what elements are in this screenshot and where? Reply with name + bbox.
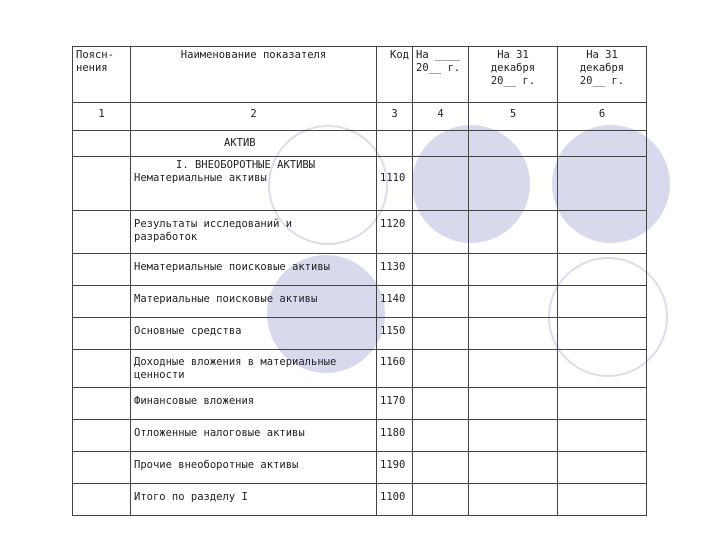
- header-date-3: На 31 декабря 20__ г.: [558, 47, 647, 103]
- balance-sheet-table: [72, 46, 647, 516]
- table-row: [73, 350, 647, 388]
- table-row: [73, 318, 647, 350]
- column-number: 5: [469, 103, 558, 131]
- row-code: 1160: [377, 350, 413, 388]
- row-code: 1150: [377, 318, 413, 350]
- table-row: [73, 286, 647, 318]
- subsection-title: I. ВНЕОБОРОТНЫЕ АКТИВЫ: [176, 159, 316, 171]
- column-number: 3: [377, 103, 413, 131]
- table-row: [73, 388, 647, 420]
- row-code: 1120: [377, 211, 413, 254]
- header-date-2: На 31 декабря 20__ г.: [469, 47, 558, 103]
- row-code: 1140: [377, 286, 413, 318]
- column-number: 6: [558, 103, 647, 131]
- row-code: 1110: [377, 157, 413, 211]
- table-row: [73, 211, 647, 254]
- row-name: Отложенные налоговые активы: [131, 420, 377, 452]
- column-number: 2: [131, 103, 377, 131]
- section-title: АКТИВ: [224, 137, 256, 149]
- row-code: 1130: [377, 254, 413, 286]
- row-name: Основные средства: [131, 318, 377, 350]
- row-code: 1190: [377, 452, 413, 484]
- header-indicator-name: Наименование показателя: [131, 47, 377, 103]
- table-row: [73, 420, 647, 452]
- row-code: 1170: [377, 388, 413, 420]
- column-number-row: [73, 103, 647, 131]
- column-number: 4: [413, 103, 469, 131]
- table-row: [73, 452, 647, 484]
- row-name: Нематериальные активы: [134, 172, 267, 184]
- table-row: [73, 254, 647, 286]
- column-number: 1: [73, 103, 131, 131]
- table-row: [73, 484, 647, 516]
- row-name: Нематериальные поисковые активы: [131, 254, 377, 286]
- row-code: 1100: [377, 484, 413, 516]
- row-name: Результаты исследований и разработок: [131, 211, 377, 254]
- header-code: Код: [377, 47, 413, 103]
- row-code: 1180: [377, 420, 413, 452]
- header-date-1: На ____ 20__ г.: [413, 47, 469, 103]
- row-name: Финансовые вложения: [131, 388, 377, 420]
- table-row: [73, 157, 647, 211]
- row-name: Итого по разделу I: [131, 484, 377, 516]
- section-row: [73, 131, 647, 157]
- row-name: Материальные поисковые активы: [131, 286, 377, 318]
- row-name: Прочие внеоборотные активы: [131, 452, 377, 484]
- header-row: [73, 47, 647, 103]
- header-notes: Поясн- нения: [73, 47, 131, 103]
- row-name: Доходные вложения в материальные ценности: [131, 350, 377, 388]
